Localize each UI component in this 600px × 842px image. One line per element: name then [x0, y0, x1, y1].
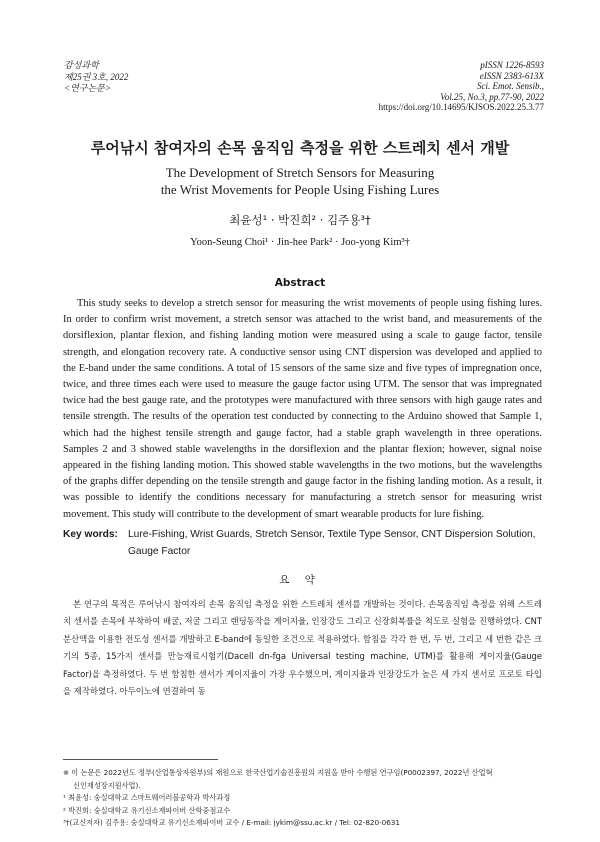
authors-english: Yoon-Seung Choi¹ · Jin-hee Park² · Joo-yong Kim³† [190, 237, 410, 248]
eissn: eISSN 2383-613X [479, 70, 544, 81]
journal-name: 감성과학 [64, 60, 99, 70]
footnote-divider [63, 759, 218, 760]
korean-summary-heading: 요 약 [279, 574, 321, 586]
footnote-author-2: ² 박진희: 숭실대학교 유기신소재파이버 산학중점교수 [63, 805, 231, 815]
volume-pages: Vol.25, No.3, pp.77-90, 2022 [440, 91, 544, 102]
journal-header-left [64, 60, 128, 95]
keywords [63, 526, 542, 560]
journal-volume: 제25권 3호, 2022 [64, 71, 129, 82]
doi-link[interactable]: https://doi.org/10.14695/KJSOS.2022.25.3.77 [378, 102, 544, 112]
funding-note-line-1: ※ 이 논문은 2022년도 정부(산업통상자원부)의 재원으로 한국산업기술진흥원의 지원을 받아 수행된 연구임(P0002397, 2022년 산업혁 [63, 768, 493, 777]
abstract-text: This study seeks to develop a stretch sensor for measuring the wrist movements of people using fishing lures. In order to confirm wrist movement, a stretch sensor was attached to the wrist band, and measurements of the dorsiflexion, plantar flexion, and fishing landing motion were measured using a scale to gauge factor, tensile strength, and elongation recovery rate. A conductive sensor using CNT dispersion was developed and applied to the E-band under the same conditions. A total of 15 sensors of the same size and five types of impregnation once, twice, and three times each were used to measure the gauge factor using UTM. The sensor that was impregnated twice had the best gauge rate, and the prototypes were manufactured with three sensors with high gauge rates and tensile strength. The results of the operation test conducted by connecting to the Arduino showed that Sample 1, which had the highest tensile strength and gauge factor, had a stable graph wavelength in three operations. Samples 2 and 3 showed stable wavelengths in the dorsiflexion and the plantar flexion; however, signal noise appeared in the fishing landing motion. This showed stable wavelengths in the two motions, but the wavelengths of the graphs differ depending on the tensile strength and gauge factor in the fishing landing motion. As a result, it was possible to identify the conditions necessary for manufacturing a stretch sensor for measuring wrist movement. This study will contribute to the development of smart wearable products for lure fishing. [63, 298, 542, 520]
title-english [0, 164, 600, 198]
keywords-text: Lure-Fishing, Wrist Guards, Stretch Sensor, Textile Type Sensor, CNT Dispersion Solution, Gauge Factor [128, 529, 536, 557]
footnote-author-3: ³†(교신저자) 김주용: 숭실대학교 유기신소재파이버 교수 / E-mail: jykim@ssu.ac.kr / Tel: 02-820-0631 [63, 818, 400, 827]
pissn: pISSN 1226-8593 [480, 60, 544, 70]
journal-header-right [379, 60, 544, 113]
title-english-line-1: The Development of Stretch Sensors for Measuring [165, 165, 435, 180]
title-english-line-2: the Wrist Movements for People Using Fishing Lures [160, 182, 440, 197]
korean-summary-text: 본 연구의 목적은 루어낚시 참여자의 손목 움직임 측정을 위한 스트레치 센서를 개발하는 것이다. 손목움직임 측정을 위해 스트레치 센서를 손목에 부착하여 배굴, 저굴 그리고 랜딩동작을 게이지율, 인장강도 그리고 신장회복률을 척도로 실험을 진행하였다. CNT 분산액을 이용한 전도성 센서를 개발하고 E-band에 동일한 조건으로 적용하였다. 함침을 각각 한 번, 두 번, 그리고 세 번한 같은 크기의 5종, 15가지 센서를 만능재료시험기(Dacell dn-fga Universal testing machine, UTM)를 활용해 게이지율(Gauge Factor)을 측정하였다. 두 번 함침한 센서가 게이지율이 가장 우수했으며, 게이지율과 인장강도가 높은 세 가지 센서로 프로토 타입을 제작하였다. 아두이노에 연결하여 동 [63, 599, 542, 697]
authors-korean: 최윤성¹ · 박진희² · 김주용³† [229, 213, 371, 227]
funding-note-line-2: 신인재성장지원사업). [73, 780, 141, 790]
title-korean: 루어낚시 참여자의 손목 움직임 측정을 위한 스트레치 센서 개발 [90, 139, 510, 157]
footnote-author-1: ¹ 최윤성: 숭실대학교 스마트웨어러블공학과 박사과정 [63, 793, 231, 802]
abstract-heading: Abstract [274, 277, 326, 289]
article-type: <연구논문> [64, 83, 111, 93]
journal-abbrev: Sci. Emot. Sensib., [477, 81, 544, 91]
keywords-label: Key words: [63, 529, 118, 540]
footnotes [63, 767, 542, 830]
